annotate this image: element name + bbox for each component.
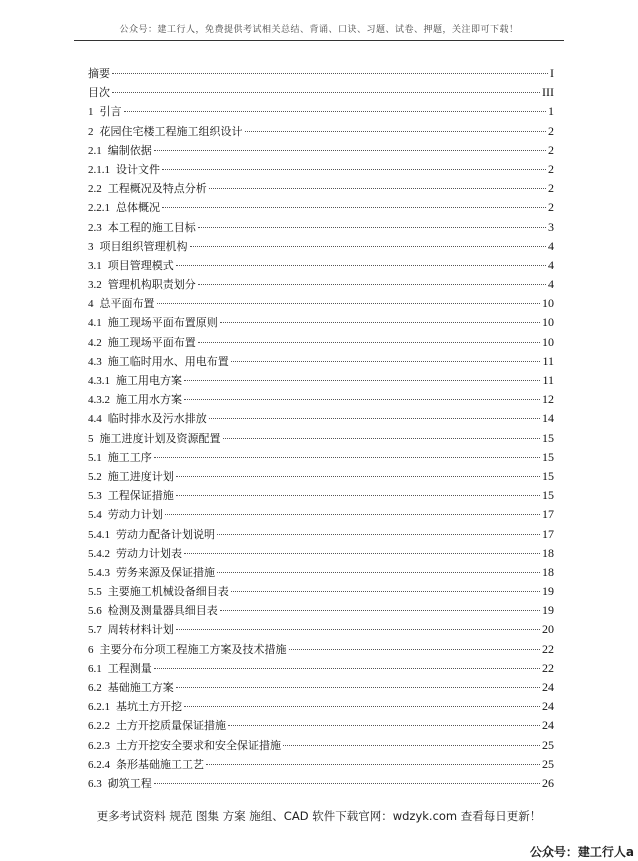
toc-entry-page: 2 xyxy=(548,142,554,157)
toc-entry-title: 基坑土方开挖 xyxy=(116,700,182,714)
toc-entry-label xyxy=(88,582,229,602)
toc-entry-page: 19 xyxy=(542,584,554,599)
toc-entry-title: 施工用电方案 xyxy=(116,374,182,387)
toc-entry-label xyxy=(88,563,215,583)
toc-entry-label xyxy=(88,505,163,525)
toc-leader-dots xyxy=(154,783,540,784)
toc-entry-label xyxy=(88,755,204,775)
toc-entry-label xyxy=(88,697,182,717)
toc-entry-title: 花园住宅楼工程施工组织设计 xyxy=(99,124,243,138)
toc-entry[interactable] xyxy=(88,102,554,121)
toc-leader-dots xyxy=(112,92,540,93)
toc-entry-label xyxy=(88,716,226,736)
toc-entry-page: 20 xyxy=(542,622,554,637)
toc-entry-title: 施工现场平面布置 xyxy=(107,335,196,349)
toc-entry[interactable] xyxy=(88,467,554,486)
toc-entry[interactable] xyxy=(88,448,554,467)
toc-entry[interactable] xyxy=(88,716,554,735)
toc-entry-page: 24 xyxy=(542,680,554,694)
toc-entry-page: 15 xyxy=(542,468,554,483)
toc-entry[interactable] xyxy=(88,160,554,179)
toc-entry-number: 4.4 xyxy=(88,413,102,426)
toc-entry-page: 17 xyxy=(542,507,554,522)
toc-entry[interactable] xyxy=(88,774,554,793)
toc-entry[interactable] xyxy=(88,237,554,256)
toc-entry-title: 主要分布分项工程施工方案及技术措施 xyxy=(99,642,287,656)
toc-entry-page: 10 xyxy=(542,334,554,349)
toc-entry-number: 4.1 xyxy=(88,317,102,330)
toc-entry-label xyxy=(88,275,196,295)
toc-entry-label xyxy=(88,601,218,621)
toc-entry-page: III xyxy=(542,85,554,100)
toc-entry[interactable] xyxy=(88,313,554,332)
toc-entry-number: 2 xyxy=(88,125,94,138)
toc-entry[interactable] xyxy=(88,122,554,141)
toc-leader-dots xyxy=(176,629,540,630)
toc-entry-page: 25 xyxy=(542,756,554,771)
toc-leader-dots xyxy=(228,725,540,726)
toc-entry-label xyxy=(88,141,152,161)
toc-leader-dots xyxy=(154,150,546,151)
toc-leader-dots xyxy=(124,111,547,112)
toc-entry-label xyxy=(88,486,174,506)
toc-entry[interactable] xyxy=(88,544,554,563)
toc-leader-dots xyxy=(184,706,540,707)
toc-entry[interactable] xyxy=(88,64,554,83)
toc-entry-label xyxy=(88,371,182,391)
toc-entry-label xyxy=(88,64,110,83)
toc-entry-number: 2.2.1 xyxy=(88,202,110,215)
toc-entry-number: 5.4.3 xyxy=(88,566,110,579)
toc-entry[interactable] xyxy=(88,256,554,275)
toc-entry-title: 工程概况及特点分析 xyxy=(107,182,207,196)
toc-entry-label xyxy=(88,736,281,756)
toc-entry-page: 12 xyxy=(542,392,554,407)
toc-leader-dots xyxy=(112,73,548,74)
toc-entry[interactable] xyxy=(88,755,554,774)
toc-leader-dots xyxy=(289,649,541,650)
toc-entry-page: 24 xyxy=(542,699,554,714)
toc-entry-page: 4 xyxy=(548,257,554,272)
toc-entry[interactable] xyxy=(88,429,554,448)
toc-entry-page: 15 xyxy=(542,430,554,445)
toc-entry-title: 检测及测量器具细目表 xyxy=(107,604,218,618)
toc-entry-title: 引言 xyxy=(99,105,122,119)
toc-entry-page: 11 xyxy=(542,373,554,387)
toc-entry-number: 5.2 xyxy=(88,470,102,483)
toc-leader-dots xyxy=(162,169,546,170)
toc-leader-dots xyxy=(190,246,547,247)
toc-entry-page: 2 xyxy=(548,161,554,176)
toc-entry-number: 6.3 xyxy=(88,777,102,790)
toc-entry-page: 15 xyxy=(542,449,554,464)
toc-entry-page: 10 xyxy=(542,315,554,330)
toc-entry-number: 1 xyxy=(88,106,94,119)
toc-entry-label xyxy=(88,678,174,698)
toc-entry-number: 6 xyxy=(88,643,94,656)
toc-leader-dots xyxy=(176,495,540,496)
toc-entry-number: 5 xyxy=(88,432,94,445)
toc-entry[interactable] xyxy=(88,294,554,313)
toc-entry-page: 19 xyxy=(542,603,554,618)
footer-notice: 更多考试资料 规范 图集 方案 施组、CAD 软件下载官网：wdzyk.com 查看每日更新！ xyxy=(96,809,542,823)
toc-entry-number: 3.2 xyxy=(88,279,102,292)
toc-entry-title: 施工进度计划及资源配置 xyxy=(99,431,221,445)
toc-entry-page: 2 xyxy=(548,181,554,196)
toc-entry-number: 2.3 xyxy=(88,221,102,234)
toc-entry-title: 总平面布置 xyxy=(99,297,155,311)
toc-entry[interactable] xyxy=(88,640,554,659)
toc-entry-title: 施工临时用水、用电布置 xyxy=(107,354,229,368)
toc-leader-dots xyxy=(217,572,540,573)
toc-entry-page: 11 xyxy=(542,353,554,368)
toc-entry-page: I xyxy=(550,66,554,80)
toc-entry[interactable] xyxy=(88,409,554,428)
toc-entry-title: 施工进度计划 xyxy=(107,469,174,483)
page-header: 公众号：建工行人，免费提供考试相关总结、背诵、口诀、习题、试卷、押题，关注即可下载！ xyxy=(119,25,519,35)
toc-entry[interactable] xyxy=(88,371,554,390)
toc-entry-label xyxy=(88,313,218,333)
toc-entry-label xyxy=(88,198,160,218)
toc-entry-label xyxy=(88,774,152,794)
toc-leader-dots xyxy=(184,553,540,554)
toc-entry-number: 6.2.4 xyxy=(88,758,110,771)
toc-leader-dots xyxy=(283,745,540,746)
table-of-contents xyxy=(88,64,554,793)
toc-entry-label xyxy=(88,294,155,314)
toc-entry[interactable] xyxy=(88,218,554,237)
toc-entry[interactable] xyxy=(88,659,554,678)
toc-leader-dots xyxy=(198,342,540,343)
toc-entry[interactable] xyxy=(88,275,554,294)
toc-entry-title: 工程保证措施 xyxy=(107,489,174,503)
toc-leader-dots xyxy=(176,687,540,688)
toc-leader-dots xyxy=(165,514,540,515)
toc-leader-dots xyxy=(217,534,540,535)
toc-entry-number: 4.3 xyxy=(88,355,102,368)
toc-entry-number: 6.2 xyxy=(88,682,102,694)
toc-entry-page: 24 xyxy=(542,718,554,733)
toc-entry-title: 项目管理模式 xyxy=(107,258,174,272)
toc-entry[interactable] xyxy=(88,582,554,601)
toc-entry-page: 4 xyxy=(548,238,554,253)
toc-entry-label xyxy=(88,620,174,640)
toc-entry-page: 22 xyxy=(542,641,554,656)
toc-entry-title: 劳动力配备计划说明 xyxy=(116,527,215,541)
toc-entry-title: 目次 xyxy=(88,86,110,100)
toc-entry-page: 22 xyxy=(542,660,554,675)
toc-entry-title: 条形基础施工工艺 xyxy=(116,757,204,771)
toc-entry-title: 施工工序 xyxy=(107,450,152,464)
toc-leader-dots xyxy=(209,418,540,419)
toc-entry-number: 2.1.1 xyxy=(88,163,110,176)
toc-entry[interactable] xyxy=(88,601,554,620)
toc-leader-dots xyxy=(184,380,540,381)
toc-leader-dots xyxy=(154,668,540,669)
toc-entry-number: 4 xyxy=(88,298,94,311)
toc-leader-dots xyxy=(209,188,546,189)
toc-entry-label xyxy=(88,659,152,679)
toc-entry-number: 6.2.1 xyxy=(88,701,110,714)
toc-entry-title: 临时排水及污水排放 xyxy=(107,412,207,426)
toc-leader-dots xyxy=(176,476,540,477)
toc-entry-page: 17 xyxy=(542,526,554,541)
toc-leader-dots xyxy=(231,591,540,592)
toc-entry[interactable] xyxy=(88,83,554,102)
toc-entry-title: 土方开挖质量保证措施 xyxy=(116,719,226,733)
toc-entry-number: 5.4.2 xyxy=(88,547,110,560)
toc-entry-title: 总体概况 xyxy=(116,201,160,215)
toc-entry[interactable] xyxy=(88,678,554,697)
toc-leader-dots xyxy=(198,227,546,228)
toc-entry-page: 2 xyxy=(548,200,554,215)
toc-entry-label xyxy=(88,448,152,468)
toc-entry-title: 劳动力计划 xyxy=(107,508,163,522)
toc-entry-number: 4.3.2 xyxy=(88,394,110,407)
toc-entry[interactable] xyxy=(88,620,554,639)
toc-entry[interactable] xyxy=(88,563,554,582)
toc-entry-title: 主要施工机械设备细目表 xyxy=(107,585,229,599)
toc-entry-title: 管理机构职责划分 xyxy=(107,278,196,292)
toc-leader-dots xyxy=(231,361,541,362)
brand-label: 公众号：建工行人a xyxy=(529,845,634,859)
toc-entry-number: 4.2 xyxy=(88,336,102,349)
toc-entry-number: 5.4 xyxy=(88,509,102,522)
toc-entry-label xyxy=(88,352,229,372)
toc-entry-title: 土方开挖安全要求和安全保证措施 xyxy=(116,738,281,752)
toc-entry-label xyxy=(88,390,182,410)
toc-entry-label xyxy=(88,179,207,199)
toc-entry-number: 2.2 xyxy=(88,183,102,196)
toc-leader-dots xyxy=(245,131,547,132)
toc-entry-title: 项目组织管理机构 xyxy=(99,239,188,253)
toc-entry[interactable] xyxy=(88,141,554,160)
toc-entry-title: 砌筑工程 xyxy=(107,776,152,790)
toc-entry-number: 4.3.1 xyxy=(88,375,110,387)
toc-leader-dots xyxy=(223,438,541,439)
toc-entry-title: 劳动力计划表 xyxy=(116,546,182,560)
toc-entry-label xyxy=(88,102,122,122)
toc-entry-label xyxy=(88,256,174,276)
toc-entry-label xyxy=(88,218,196,238)
toc-entry-number: 5.3 xyxy=(88,490,102,503)
toc-entry-label xyxy=(88,122,243,142)
toc-entry-label xyxy=(88,544,182,564)
toc-entry-number: 6.2.2 xyxy=(88,720,110,733)
toc-entry-number: 5.7 xyxy=(88,624,102,637)
toc-entry-page: 26 xyxy=(542,775,554,790)
toc-entry-number: 5.4.1 xyxy=(88,528,110,541)
toc-entry-page: 10 xyxy=(542,296,554,311)
toc-entry[interactable] xyxy=(88,736,554,755)
toc-entry-page: 2 xyxy=(548,123,554,138)
toc-entry-label xyxy=(88,83,110,102)
toc-entry-number: 2.1 xyxy=(88,144,102,157)
toc-entry-label xyxy=(88,333,196,353)
toc-entry-title: 摘要 xyxy=(88,67,110,80)
toc-entry-page: 15 xyxy=(542,488,554,503)
toc-entry-number: 5.1 xyxy=(88,451,102,464)
toc-entry-page: 18 xyxy=(542,564,554,579)
toc-entry-title: 工程测量 xyxy=(107,661,152,675)
toc-entry-title: 劳务来源及保证措施 xyxy=(116,565,215,579)
toc-entry-number: 5.5 xyxy=(88,586,102,599)
toc-leader-dots xyxy=(184,399,540,400)
toc-entry-title: 周转材料计划 xyxy=(107,623,174,637)
toc-entry-page: 3 xyxy=(548,219,554,234)
toc-entry-label xyxy=(88,467,174,487)
toc-leader-dots xyxy=(220,322,540,323)
toc-entry-label xyxy=(88,429,221,449)
toc-leader-dots xyxy=(220,610,540,611)
toc-entry-number: 3.1 xyxy=(88,259,102,272)
toc-entry[interactable] xyxy=(88,697,554,716)
toc-entry[interactable] xyxy=(88,390,554,409)
toc-entry-page: 25 xyxy=(542,737,554,752)
toc-entry-title: 施工现场平面布置原则 xyxy=(107,316,218,330)
toc-entry-label xyxy=(88,160,160,180)
toc-entry-title: 施工用水方案 xyxy=(116,393,182,407)
toc-entry-number: 6.2.3 xyxy=(88,739,110,752)
toc-leader-dots xyxy=(154,457,540,458)
toc-entry-page: 14 xyxy=(542,411,554,426)
toc-entry[interactable] xyxy=(88,486,554,505)
toc-entry-title: 基础施工方案 xyxy=(107,681,174,694)
toc-entry[interactable] xyxy=(88,198,554,217)
toc-entry-number: 6.1 xyxy=(88,662,102,675)
toc-entry-label xyxy=(88,640,287,660)
toc-leader-dots xyxy=(176,265,546,266)
toc-entry-number: 5.6 xyxy=(88,605,102,618)
toc-entry-page: 1 xyxy=(548,104,554,119)
header-rule xyxy=(74,40,564,41)
toc-entry-page: 4 xyxy=(548,277,554,292)
toc-entry-page: 18 xyxy=(542,545,554,560)
toc-entry-title: 设计文件 xyxy=(116,162,160,176)
toc-entry[interactable] xyxy=(88,505,554,524)
toc-entry[interactable] xyxy=(88,333,554,352)
toc-entry-title: 编制依据 xyxy=(107,143,152,157)
toc-entry-label xyxy=(88,409,207,429)
toc-entry-number: 3 xyxy=(88,240,94,253)
toc-entry-label xyxy=(88,525,215,545)
toc-entry-label xyxy=(88,237,188,257)
toc-leader-dots xyxy=(157,303,541,304)
toc-entry[interactable] xyxy=(88,352,554,371)
toc-leader-dots xyxy=(162,207,546,208)
toc-leader-dots xyxy=(198,284,546,285)
toc-entry[interactable] xyxy=(88,525,554,544)
toc-entry[interactable] xyxy=(88,179,554,198)
toc-leader-dots xyxy=(206,764,540,765)
toc-entry-title: 本工程的施工目标 xyxy=(107,220,196,234)
